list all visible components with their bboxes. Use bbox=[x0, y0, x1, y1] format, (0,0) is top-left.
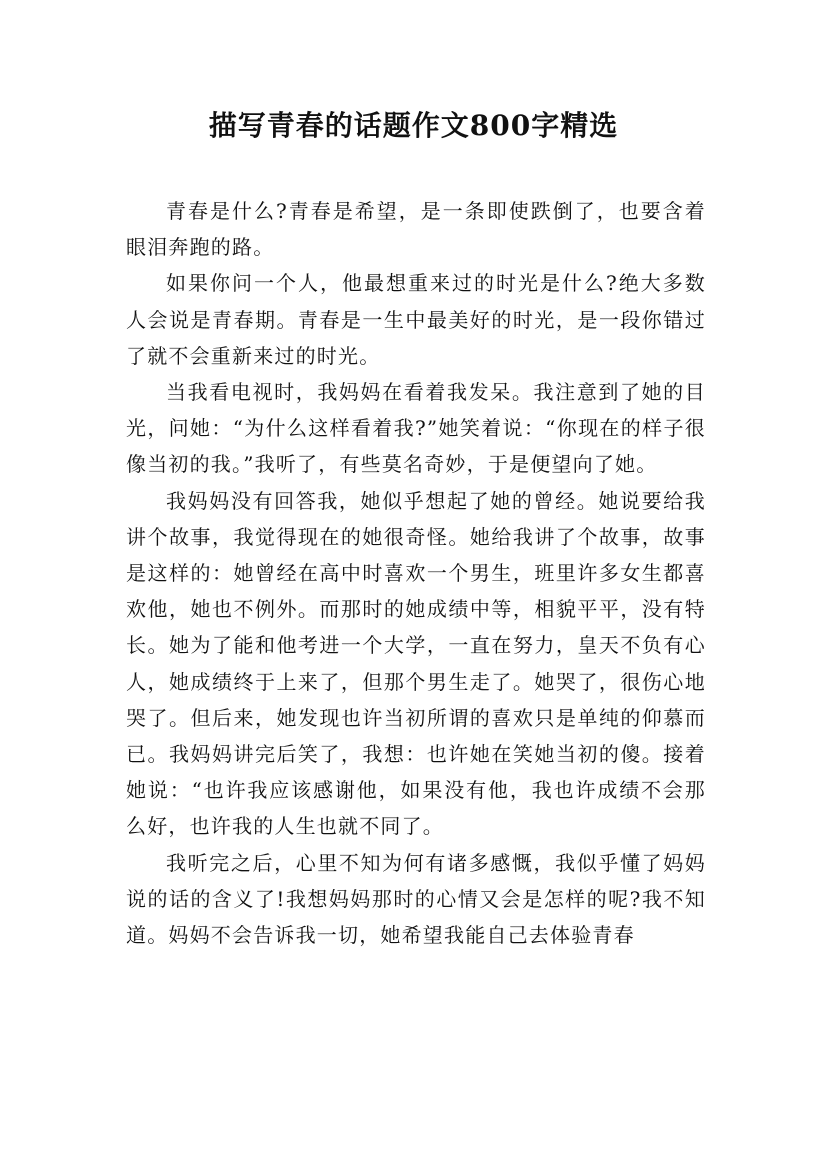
paragraph-4: 我妈妈没有回答我，她似乎想起了她的曾经。她说要给我讲个故事，我觉得现在的她很奇怪。她给我讲了个故事，故事是这样的：她曾经在高中时喜欢一个男生，班里许多女生都喜欢他，她也不例外。而那时的她成绩中等，相貌平平，没有特长。她为了能和他考进一个大学，一直在努力，皇天不负有心人，她成绩终于上来了，但那个男生走了。她哭了，很伤心地哭了。但后来，她发现也许当初所谓的喜欢只是单纯的仰慕而已。我妈妈讲完后笑了，我想：也许她在笑她当初的傻。接着她说：“也许我应该感谢他，如果没有他，我也许成绩不会那么好，也许我的人生也就不同了。 bbox=[126, 488, 706, 839]
paragraph-1: 青春是什么?青春是希望，是一条即使跌倒了，也要含着眼泪奔跑的路。 bbox=[126, 199, 706, 260]
paragraph-2: 如果你问一个人，他最想重来过的时光是什么?绝大多数人会说是青春期。青春是一生中最美好的时光，是一段你错过了就不会重新来过的时光。 bbox=[126, 271, 706, 368]
document-body bbox=[126, 193, 706, 953]
paragraph-3: 当我看电视时，我妈妈在看着我发呆。我注意到了她的目光，问她：“为什么这样看着我?”她笑着说：“你现在的样子很像当初的我。”我听了，有些莫名奇妙，于是便望向了她。 bbox=[126, 380, 706, 477]
document-title: 描写青春的话题作文800字精选 bbox=[208, 109, 619, 142]
paragraph-5: 我听完之后，心里不知为何有诸多感慨，我似乎懂了妈妈说的话的含义了!我想妈妈那时的心情又会是怎样的呢?我不知道。妈妈不会告诉我一切，她希望我能自己去体验青春 bbox=[126, 850, 706, 948]
